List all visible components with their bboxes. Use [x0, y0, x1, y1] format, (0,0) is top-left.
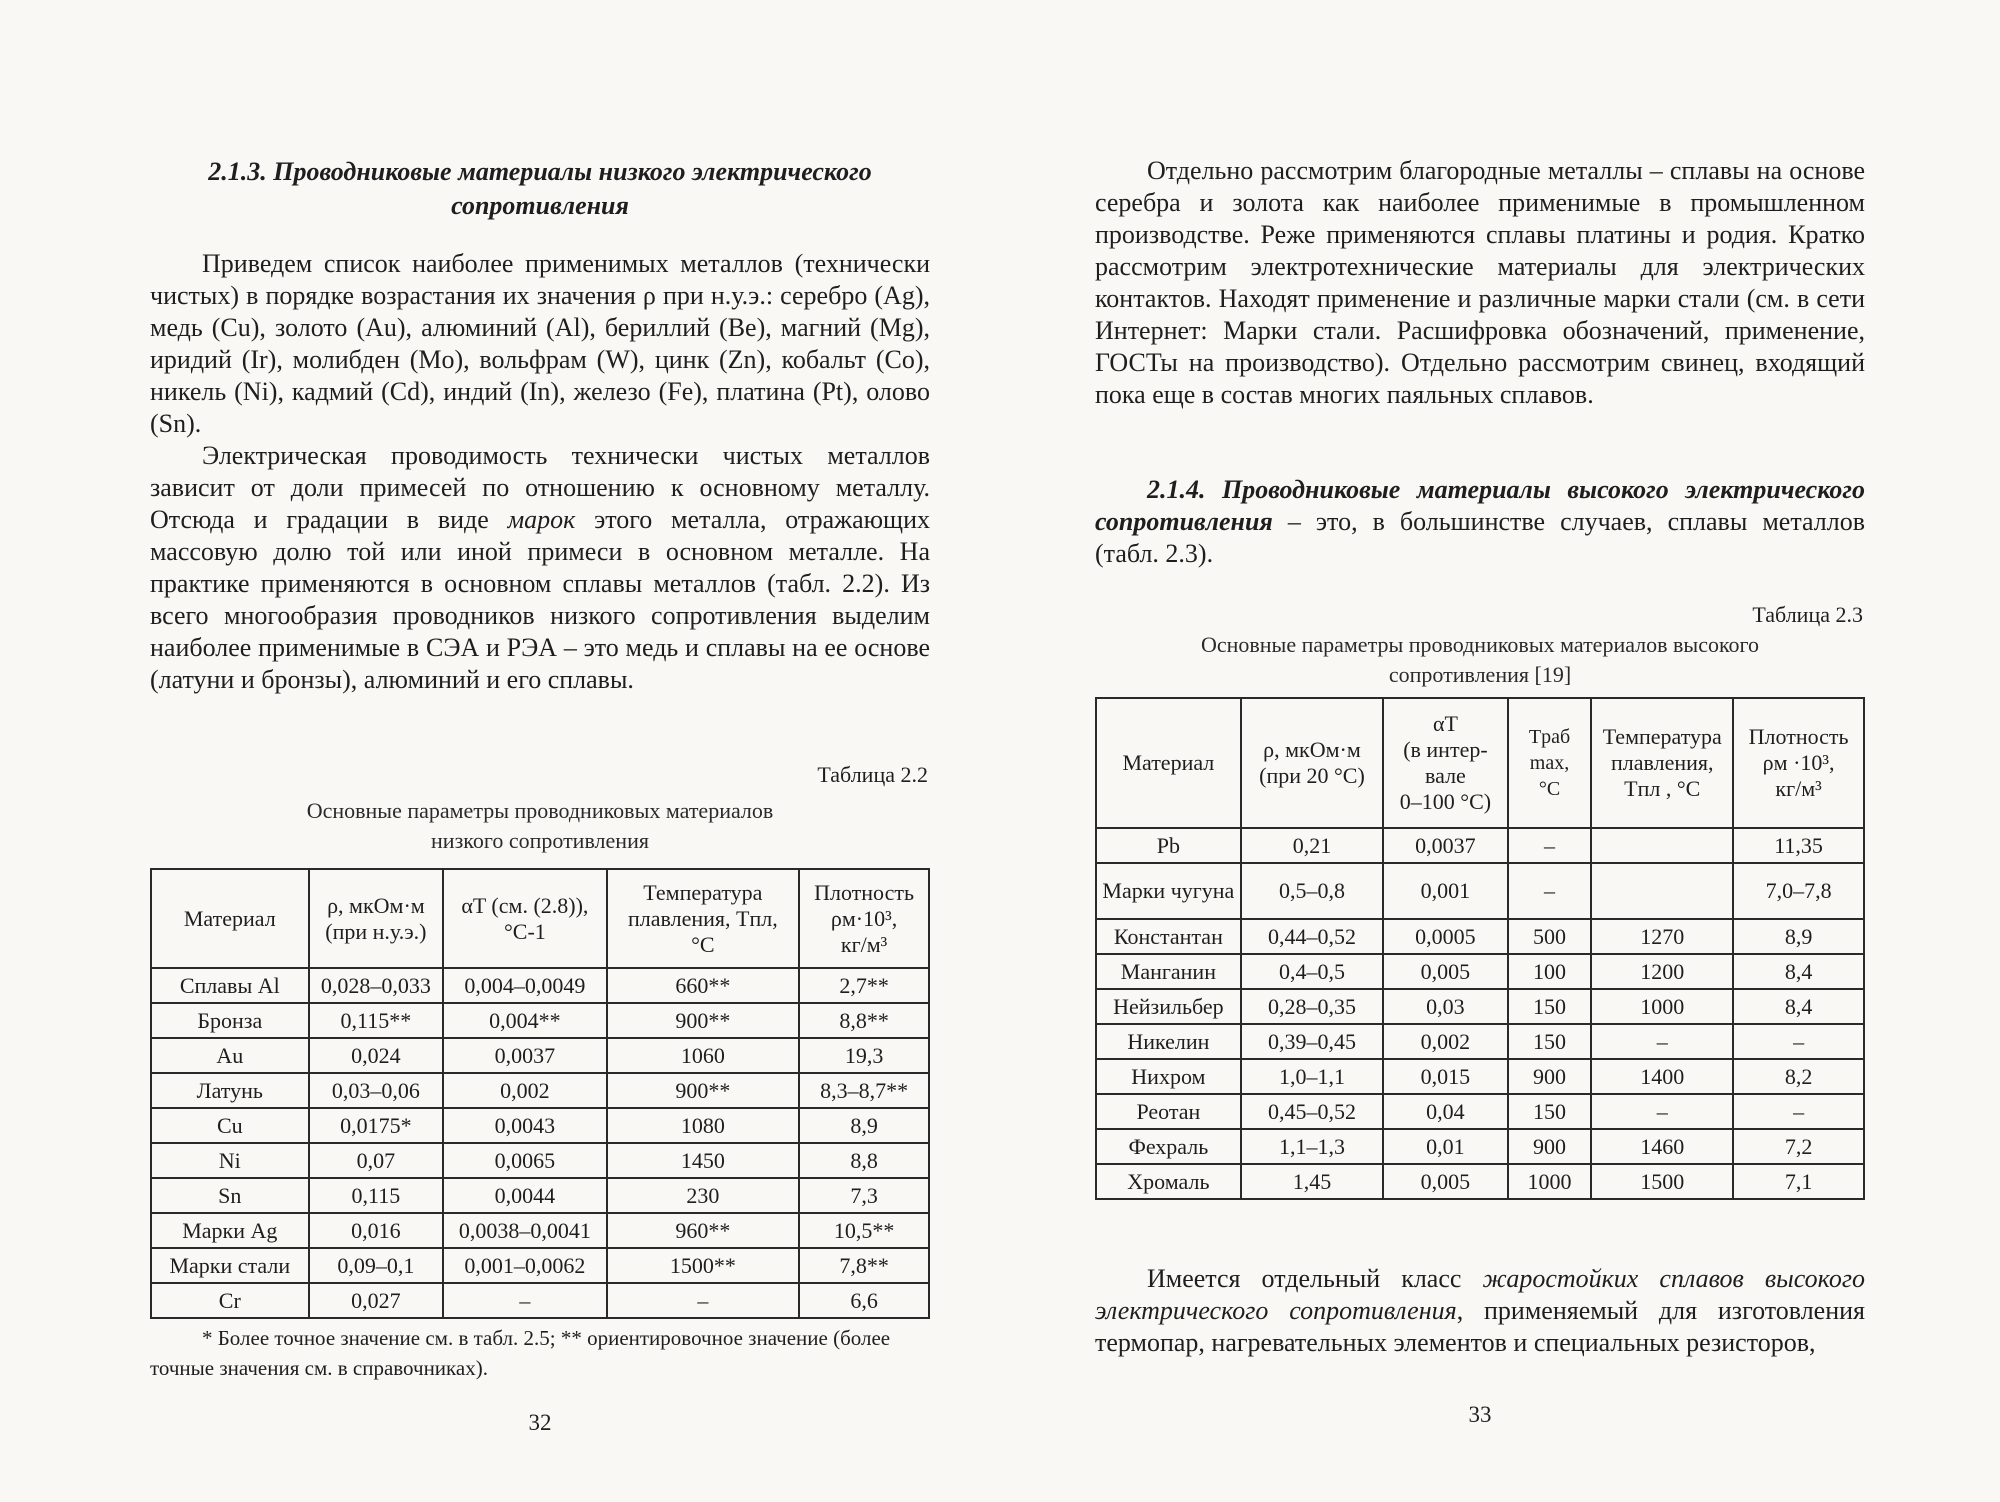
cell-resistivity: 0,21: [1241, 828, 1383, 863]
cell-resistivity: 0,0175*: [309, 1108, 444, 1143]
paragraph-metals-list: Приведем список наиболее применимых металлов (технически чистых) в порядке возрастания их значения ρ при н.у.э.: серебро (Ag), медь (Cu), золото (Au), алюминий (Al), бериллий (Be), магний (Mg), иридий (Ir), молибден (Mo), вольфрам (W), цинк (Zn), кобальт (Co), никель (Ni), кадмий (Cd), индий (In), железо (Fe), платина (Pt), олово (Sn).: [150, 249, 930, 438]
cell-material: Марки чугуна: [1096, 863, 1241, 919]
header-density-line: ρм ·10³,: [1762, 750, 1835, 775]
cell-density: –: [1733, 1024, 1864, 1059]
cell-density: 8,9: [1733, 919, 1864, 954]
cell-material: Реотан: [1096, 1094, 1241, 1129]
header-temp-coefficient: [1383, 698, 1507, 828]
cell-resistivity: 0,016: [309, 1213, 444, 1248]
cell-resistivity: 0,09–0,1: [309, 1248, 444, 1283]
header-alpha-line: (в интер-: [1403, 737, 1488, 762]
cell-material: Латунь: [151, 1073, 309, 1108]
cell-resistivity: 1,45: [1241, 1164, 1383, 1199]
left-page: [150, 0, 930, 1502]
cell-material: Фехраль: [1096, 1129, 1241, 1164]
cell-material: Марки Ag: [151, 1213, 309, 1248]
cell-alpha: 0,04: [1383, 1094, 1507, 1129]
header-density-line: Плотность: [814, 879, 915, 905]
table-row: [151, 1143, 929, 1178]
cell-density: 6,6: [799, 1283, 929, 1318]
cell-alpha: 0,0043: [443, 1108, 606, 1143]
cell-resistivity: 0,44–0,52: [1241, 919, 1383, 954]
table-row: [1096, 863, 1864, 919]
cell-alpha: 0,002: [1383, 1024, 1507, 1059]
cell-material: Sn: [151, 1178, 309, 1213]
section-2-1-4: [1095, 474, 1865, 570]
header-material: Материал: [1096, 698, 1241, 828]
cell-material: Cr: [151, 1283, 309, 1318]
header-density-line: ρм·10³,: [830, 905, 898, 931]
header-melting-line: плавления,: [1611, 750, 1714, 775]
cell-material: Хромаль: [1096, 1164, 1241, 1199]
header-temp-coefficient: [443, 869, 606, 968]
cell-melting: [1591, 828, 1733, 863]
cell-alpha: 0,0038–0,0041: [443, 1213, 606, 1248]
cell-melting: –: [1591, 1024, 1733, 1059]
header-melting-line: °C: [691, 931, 715, 957]
heading-line-2: сопротивления: [451, 191, 629, 220]
table-row: [151, 1073, 929, 1108]
header-density-line: кг/м³: [1775, 776, 1822, 801]
cell-density: 8,8: [799, 1143, 929, 1178]
cell-alpha: 0,03: [1383, 989, 1507, 1024]
cell-material: Au: [151, 1038, 309, 1073]
table-header-row: [151, 869, 929, 968]
cell-density: 8,3–8,7**: [799, 1073, 929, 1108]
cell-alpha: 0,004**: [443, 1003, 606, 1038]
header-density: [1733, 698, 1864, 828]
cell-material: Никелин: [1096, 1024, 1241, 1059]
header-alpha-line: вале: [1425, 763, 1466, 788]
cell-material: Pb: [1096, 828, 1241, 863]
header-max-work-temp: [1508, 698, 1592, 828]
para-last-text-b: , применяемый для изготовления термопар, нагревательных элементов и специальных резисторов,: [1095, 1296, 1865, 1357]
para2-text-a: Электрическая проводимость технически чистых металлов зависит от доли примесей по отношению к основному металлу. Отсюда и градации в виде: [150, 441, 930, 534]
cell-alpha: 0,0065: [443, 1143, 606, 1178]
table-row: [151, 1038, 929, 1073]
cell-melting: 1270: [1591, 919, 1733, 954]
heading-line-1: 2.1.3. Проводниковые материалы низкого электрического: [208, 157, 872, 186]
cell-density: 10,5**: [799, 1213, 929, 1248]
cell-density: 11,35: [1733, 828, 1864, 863]
header-resistivity-line: (при н.у.э.): [325, 918, 427, 944]
cell-material: Константан: [1096, 919, 1241, 954]
table-2-3: [1095, 697, 1865, 1200]
cell-alpha: 0,005: [1383, 1164, 1507, 1199]
cell-resistivity: 1,0–1,1: [1241, 1059, 1383, 1094]
cell-material: Манганин: [1096, 954, 1241, 989]
cell-max-temp: 150: [1508, 989, 1592, 1024]
paragraph-conductivity: [150, 440, 930, 696]
cell-alpha: 0,002: [443, 1073, 606, 1108]
caption-line-1: Основные параметры проводниковых материалов высокого: [1200, 632, 1760, 657]
table-row: [151, 1283, 929, 1318]
cell-density: 2,7**: [799, 968, 929, 1003]
cell-melting: 1200: [1591, 954, 1733, 989]
table-2-2-caption: [150, 796, 930, 856]
table-2-3-label: Таблица 2.3: [1752, 602, 1863, 627]
table-row: [1096, 1164, 1864, 1199]
header-melting-line: Температура: [643, 879, 763, 905]
cell-density: 8,4: [1733, 954, 1864, 989]
table-row: [151, 1248, 929, 1283]
cell-resistivity: 0,45–0,52: [1241, 1094, 1383, 1129]
header-density-line: кг/м³: [840, 931, 888, 957]
header-melting-line: Температура: [1602, 724, 1722, 749]
header-melting-temp: [607, 869, 800, 968]
cell-resistivity: 1,1–1,3: [1241, 1129, 1383, 1164]
header-material: Материал: [151, 869, 309, 968]
cell-melting: 900**: [607, 1003, 800, 1038]
cell-density: 7,8**: [799, 1248, 929, 1283]
caption-line-2: сопротивления [19]: [1388, 662, 1572, 687]
cell-resistivity: 0,28–0,35: [1241, 989, 1383, 1024]
cell-melting: 900**: [607, 1073, 800, 1108]
cell-max-temp: 150: [1508, 1094, 1592, 1129]
cell-melting: [1591, 863, 1733, 919]
cell-alpha: –: [443, 1283, 606, 1318]
header-resistivity-line: ρ, мкОм·м: [1263, 737, 1361, 762]
page-number-left: 32: [528, 1410, 552, 1435]
cell-alpha: 0,0044: [443, 1178, 606, 1213]
cell-density: 8,8**: [799, 1003, 929, 1038]
cell-density: 7,3: [799, 1178, 929, 1213]
cell-density: 7,1: [1733, 1164, 1864, 1199]
cell-density: 7,0–7,8: [1733, 863, 1864, 919]
paragraph-heat-resistant-alloys: [1095, 1263, 1865, 1359]
cell-melting: 1400: [1591, 1059, 1733, 1094]
cell-material: Сплавы Al: [151, 968, 309, 1003]
cell-density: 7,2: [1733, 1129, 1864, 1164]
cell-resistivity: 0,5–0,8: [1241, 863, 1383, 919]
cell-resistivity: 0,4–0,5: [1241, 954, 1383, 989]
header-melting-temp: [1591, 698, 1733, 828]
cell-max-temp: 100: [1508, 954, 1592, 989]
header-density-line: Плотность: [1748, 724, 1849, 749]
header-tmax-line: Tраб max,: [1528, 726, 1571, 774]
page-number-right: 33: [1468, 1402, 1492, 1427]
table-row: [151, 1213, 929, 1248]
cell-melting: 960**: [607, 1213, 800, 1248]
cell-alpha: 0,01: [1383, 1129, 1507, 1164]
header-melting-line: плавления, Tпл,: [628, 905, 778, 931]
table-row: [1096, 919, 1864, 954]
para-last-italic: жаростойких сплавов высокого электрического сопротивления: [1095, 1264, 1865, 1325]
header-resistivity: [1241, 698, 1383, 828]
table-row: [151, 1108, 929, 1143]
header-density: [799, 869, 929, 968]
header-alpha-line: 0–100 °C): [1399, 789, 1492, 814]
cell-alpha: 0,004–0,0049: [443, 968, 606, 1003]
table-row: [151, 1003, 929, 1038]
cell-material: Нейзильбер: [1096, 989, 1241, 1024]
table-row: [1096, 828, 1864, 863]
cell-max-temp: 1000: [1508, 1164, 1592, 1199]
table-2-2-label: Таблица 2.2: [817, 762, 928, 787]
header-resistivity-line: (при 20 °C): [1259, 763, 1365, 788]
cell-max-temp: 150: [1508, 1024, 1592, 1059]
cell-alpha: 0,005: [1383, 954, 1507, 989]
cell-resistivity: 0,39–0,45: [1241, 1024, 1383, 1059]
cell-melting: 1080: [607, 1108, 800, 1143]
cell-melting: 1500**: [607, 1248, 800, 1283]
cell-melting: 1460: [1591, 1129, 1733, 1164]
cell-melting: 230: [607, 1178, 800, 1213]
table-footnote: * Более точное значение см. в табл. 2.5; ** ориентировочное значение (более точные значения см. в справочниках).: [150, 1326, 891, 1380]
cell-resistivity: 0,115**: [309, 1003, 444, 1038]
caption-line-2: низкого сопротивления: [431, 828, 649, 853]
para2-italic-grades: марок: [507, 505, 576, 534]
cell-alpha: 0,001: [1383, 863, 1507, 919]
table-row: [151, 1178, 929, 1213]
cell-alpha: 0,015: [1383, 1059, 1507, 1094]
table-row: [1096, 1094, 1864, 1129]
cell-resistivity: 0,03–0,06: [309, 1073, 444, 1108]
cell-alpha: 0,0037: [443, 1038, 606, 1073]
cell-resistivity: 0,07: [309, 1143, 444, 1178]
header-resistivity: [309, 869, 444, 968]
cell-melting: –: [1591, 1094, 1733, 1129]
cell-material: Ni: [151, 1143, 309, 1178]
caption-line-1: Основные параметры проводниковых материалов: [306, 798, 774, 823]
cell-density: 8,4: [1733, 989, 1864, 1024]
section-heading-2-1-3: [150, 155, 930, 223]
para2-text-b: этого металла, отражающих массовую долю той или иной примеси в основном металле. На практике применяются в основном сплавы металлов (табл. 2.2). Из всего многообразия проводников низкого сопротивления выделим наиболее применимые в СЭА и РЭА – это медь и сплавы на ее основе (латуни и бронзы), алюминий и его сплавы.: [150, 505, 930, 694]
table-row: [1096, 1024, 1864, 1059]
cell-density: 8,9: [799, 1108, 929, 1143]
cell-resistivity: 0,027: [309, 1283, 444, 1318]
cell-resistivity: 0,024: [309, 1038, 444, 1073]
cell-max-temp: 500: [1508, 919, 1592, 954]
table-header-row: [1096, 698, 1864, 828]
cell-material: Марки стали: [151, 1248, 309, 1283]
table-row: [1096, 954, 1864, 989]
section-2-1-4-text: – это, в большинстве случаев, сплавы металлов (табл. 2.3).: [1095, 507, 1865, 568]
cell-max-temp: 900: [1508, 1129, 1592, 1164]
cell-density: –: [1733, 1094, 1864, 1129]
cell-material: Бронза: [151, 1003, 309, 1038]
section-heading-2-1-4: 2.1.4. Проводниковые материалы высокого электрического сопротивления: [1095, 475, 1865, 536]
cell-melting: 1450: [607, 1143, 800, 1178]
table-2-2: [150, 868, 930, 1319]
cell-material: Нихром: [1096, 1059, 1241, 1094]
cell-max-temp: 900: [1508, 1059, 1592, 1094]
right-page: [1095, 0, 1865, 1502]
cell-alpha: 0,001–0,0062: [443, 1248, 606, 1283]
cell-max-temp: –: [1508, 828, 1592, 863]
cell-density: 8,2: [1733, 1059, 1864, 1094]
table-row: [1096, 1059, 1864, 1094]
cell-resistivity: 0,028–0,033: [309, 968, 444, 1003]
paragraph-noble-metals: Отдельно рассмотрим благородные металлы – сплавы на основе серебра и золота как наиболее применимые в промышленном производстве. Реже применяются сплавы платины и родия. Кратко рассмотрим электротехнические материалы для электрических контактов. Находят применение и различные марки стали (см. в сети Интернет: Марки стали. Расшифровка обозначений, применение, ГОСТы на производство). Отдельно рассмотрим свинец, входящий пока еще в состав многих паяльных сплавов.: [1095, 156, 1865, 409]
header-alpha-line: αT (см. (2.8)),: [461, 892, 589, 918]
cell-melting: 1500: [1591, 1164, 1733, 1199]
para-last-text-a: Имеется отдельный класс: [1147, 1264, 1483, 1293]
cell-melting: 1000: [1591, 989, 1733, 1024]
cell-melting: 1060: [607, 1038, 800, 1073]
header-alpha-line: °C-1: [503, 918, 546, 944]
cell-resistivity: 0,115: [309, 1178, 444, 1213]
table-row: [1096, 989, 1864, 1024]
cell-melting: –: [607, 1283, 800, 1318]
table-row: [151, 968, 929, 1003]
header-alpha-line: αT: [1432, 711, 1458, 736]
cell-max-temp: –: [1508, 863, 1592, 919]
header-melting-line: Tпл , °C: [1624, 776, 1701, 801]
cell-alpha: 0,0005: [1383, 919, 1507, 954]
cell-melting: 660**: [607, 968, 800, 1003]
table-row: [1096, 1129, 1864, 1164]
cell-alpha: 0,0037: [1383, 828, 1507, 863]
table-2-3-caption: [1095, 630, 1865, 690]
header-tmax-line: °C: [1538, 778, 1561, 800]
cell-material: Cu: [151, 1108, 309, 1143]
cell-density: 19,3: [799, 1038, 929, 1073]
header-resistivity-line: ρ, мкОм·м: [327, 892, 425, 918]
